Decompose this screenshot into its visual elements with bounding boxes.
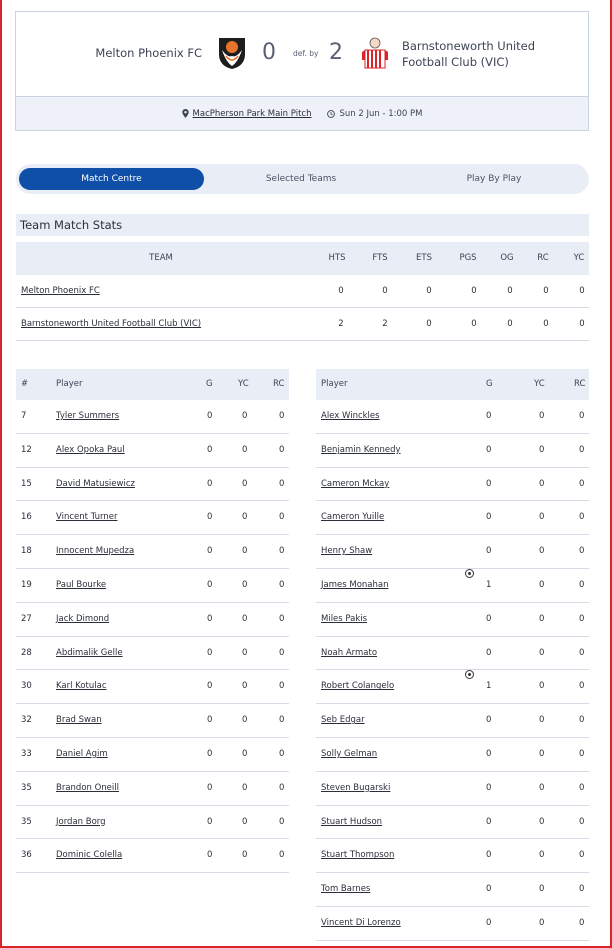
- team-stats-table: [16, 242, 589, 341]
- goals-cell: 0: [207, 444, 213, 455]
- yc-cell: 0: [539, 816, 545, 827]
- rc-cell: 0: [579, 478, 585, 489]
- table-row: [316, 772, 589, 806]
- rc-cell: 0: [579, 917, 585, 928]
- table-row: [316, 738, 589, 772]
- goals-cell: 0: [207, 512, 213, 523]
- player-number: 27: [21, 613, 32, 624]
- match-scoreline: [16, 12, 588, 96]
- rc-cell: 0: [579, 647, 585, 658]
- stat-cell: 0: [426, 319, 432, 329]
- table-row: [316, 603, 589, 637]
- yc-cell: 0: [539, 782, 545, 793]
- goals-cell: 0: [207, 579, 213, 590]
- table-row: [316, 400, 589, 434]
- match-datetime: [327, 109, 422, 119]
- tab-match-centre[interactable]: Match Centre: [19, 168, 204, 190]
- col-rc: RC: [574, 379, 586, 389]
- stat-cell: 0: [471, 286, 477, 296]
- table-row: [16, 603, 289, 637]
- col-goals: G: [206, 379, 213, 389]
- yc-cell: 0: [539, 579, 545, 590]
- home-score: 0: [262, 40, 276, 65]
- yc-cell: 0: [242, 613, 248, 624]
- player-number: 28: [21, 647, 32, 658]
- yc-cell: 0: [539, 512, 545, 523]
- rc-cell: 0: [279, 579, 285, 590]
- goals-cell: 1: [486, 579, 492, 590]
- player-name-link[interactable]: Brandon Oneill: [56, 782, 119, 793]
- result-label: def. by: [293, 49, 319, 58]
- player-name-link[interactable]: Seb Edgar: [321, 715, 365, 726]
- goals-cell: 0: [486, 850, 492, 861]
- table-row: [316, 704, 589, 738]
- yc-cell: 0: [242, 411, 248, 421]
- player-name-link[interactable]: Jack Dimond: [56, 613, 110, 624]
- player-name-link[interactable]: Paul Bourke: [56, 579, 107, 590]
- goals-cell: 0: [486, 613, 492, 624]
- table-row: [16, 704, 289, 738]
- player-name-link[interactable]: Noah Armato: [321, 647, 378, 658]
- col-rc: RC: [273, 379, 285, 389]
- table-row: [16, 839, 289, 873]
- away-players-header: [316, 369, 589, 400]
- goals-cell: 0: [486, 512, 492, 523]
- goals-cell: 0: [486, 917, 492, 928]
- player-number: 35: [21, 782, 32, 793]
- yc-cell: 0: [539, 411, 545, 421]
- col-number: #: [21, 379, 29, 389]
- table-row: [16, 434, 289, 468]
- rc-cell: 0: [279, 444, 285, 455]
- yc-cell: 0: [242, 782, 248, 793]
- player-name-link[interactable]: Alex Opoka Paul: [56, 444, 125, 455]
- yc-cell: 0: [242, 444, 248, 455]
- goals-cell: 0: [486, 444, 492, 455]
- goals-cell: 0: [207, 850, 213, 861]
- player-number: 12: [21, 444, 32, 455]
- stat-cell: 0: [471, 319, 477, 329]
- yc-cell: 0: [242, 478, 248, 489]
- yc-cell: 0: [242, 681, 248, 692]
- home-players-header: [16, 369, 289, 400]
- match-tabs: [16, 164, 589, 194]
- yc-cell: 0: [539, 917, 545, 928]
- soccer-ball-icon: [465, 670, 474, 679]
- rc-cell: 0: [279, 512, 285, 523]
- yc-cell: 0: [539, 884, 545, 895]
- team-link-home[interactable]: Melton Phoenix FC: [21, 286, 100, 296]
- rc-cell: 0: [579, 884, 585, 895]
- player-name-link[interactable]: Stuart Hudson: [321, 816, 383, 827]
- rc-cell: 0: [579, 546, 585, 557]
- team-stats-header: [16, 242, 589, 275]
- goals-cell: 0: [207, 748, 213, 759]
- player-name-link[interactable]: Karl Kotulac: [56, 681, 107, 692]
- stat-cell: 0: [382, 286, 388, 296]
- player-name-link[interactable]: Vincent Di Lorenzo: [321, 917, 401, 928]
- stat-cell: 0: [579, 286, 585, 296]
- col-goals: G: [486, 379, 493, 389]
- rc-cell: 0: [279, 850, 285, 861]
- stat-cell: 0: [338, 286, 344, 296]
- goals-cell: 0: [486, 478, 492, 489]
- player-name-link[interactable]: David Matusiewicz: [56, 478, 135, 489]
- col-team: TEAM: [149, 253, 173, 263]
- match-datetime-text: Sun 2 Jun - 1:00 PM: [339, 108, 423, 119]
- stat-cell: 0: [507, 319, 513, 329]
- yc-cell: 0: [242, 579, 248, 590]
- table-row: [16, 569, 289, 603]
- yc-cell: 0: [242, 512, 248, 523]
- rc-cell: 0: [579, 748, 585, 759]
- goals-cell: 0: [486, 647, 492, 658]
- goals-cell: 0: [486, 748, 492, 759]
- player-number: 36: [21, 850, 32, 861]
- rc-cell: 0: [579, 782, 585, 793]
- table-row: [316, 434, 589, 468]
- goals-cell: 0: [207, 681, 213, 692]
- stat-cell: 2: [338, 319, 344, 329]
- col-player: Player: [56, 379, 83, 389]
- table-row: [316, 501, 589, 535]
- table-row: [16, 772, 289, 806]
- goals-cell: 0: [486, 884, 492, 895]
- yc-cell: 0: [539, 647, 545, 658]
- yc-cell: 0: [539, 850, 545, 861]
- col-rc: RC: [537, 253, 549, 263]
- rc-cell: 0: [579, 816, 585, 827]
- clock-icon: [327, 110, 335, 118]
- player-number: 35: [21, 816, 32, 827]
- table-row: [316, 907, 589, 941]
- table-row: [316, 806, 589, 840]
- rc-cell: 0: [579, 579, 585, 590]
- goals-cell: 0: [207, 546, 213, 557]
- goals-cell: 0: [486, 782, 492, 793]
- goals-cell: 0: [486, 715, 492, 726]
- col-fts: FTS: [372, 253, 388, 263]
- goals-cell: 0: [486, 411, 492, 421]
- tab-selected-teams[interactable]: Selected Teams: [265, 174, 337, 184]
- stat-cell: 2: [382, 319, 388, 329]
- rc-cell: 0: [579, 411, 585, 421]
- table-row: [316, 637, 589, 671]
- table-row: [16, 535, 289, 569]
- yc-cell: 0: [242, 816, 248, 827]
- soccer-ball-icon: [465, 569, 474, 578]
- tab-play-by-play[interactable]: Play By Play: [466, 174, 522, 184]
- player-name-link[interactable]: Tyler Summers: [56, 411, 120, 421]
- player-number: 16: [21, 512, 32, 523]
- table-row: [316, 670, 589, 704]
- home-players-table: [16, 369, 289, 873]
- player-name-link[interactable]: James Monahan: [321, 579, 389, 590]
- rc-cell: 0: [579, 850, 585, 861]
- rc-cell: 0: [579, 613, 585, 624]
- yc-cell: 0: [242, 647, 248, 658]
- player-name-link[interactable]: Dominic Colella: [56, 850, 123, 861]
- away-team-crest-icon: [360, 36, 390, 72]
- player-name-link[interactable]: Benjamin Kennedy: [321, 444, 401, 455]
- table-row: [316, 569, 589, 603]
- yc-cell: 0: [242, 850, 248, 861]
- table-row: [16, 468, 289, 502]
- team-match-stats-title: Team Match Stats: [16, 214, 589, 236]
- yc-cell: 0: [539, 681, 545, 692]
- table-row: [16, 308, 589, 341]
- goals-cell: 0: [486, 546, 492, 557]
- rc-cell: 0: [279, 647, 285, 658]
- goals-cell: 0: [207, 478, 213, 489]
- goals-cell: 0: [207, 715, 213, 726]
- player-name-link[interactable]: Henry Shaw: [321, 546, 373, 557]
- match-header-card: [15, 11, 589, 131]
- yc-cell: 0: [539, 444, 545, 455]
- rc-cell: 0: [579, 512, 585, 523]
- venue-name: MacPherson Park Main Pitch: [192, 108, 312, 119]
- player-name-link[interactable]: Robert Colangelo: [321, 681, 395, 692]
- player-number: 19: [21, 579, 32, 590]
- table-row: [16, 400, 289, 434]
- rc-cell: 0: [279, 411, 285, 421]
- goals-cell: 0: [207, 782, 213, 793]
- stat-cell: 0: [426, 286, 432, 296]
- goals-cell: 0: [207, 613, 213, 624]
- goals-cell: 0: [486, 816, 492, 827]
- stat-cell: 0: [543, 319, 549, 329]
- rc-cell: 0: [279, 613, 285, 624]
- rc-cell: 0: [279, 816, 285, 827]
- player-name-link[interactable]: Innocent Mupedza: [56, 546, 135, 557]
- player-name-link[interactable]: Jordan Borg: [56, 816, 106, 827]
- col-yc: YC: [238, 379, 249, 389]
- col-yc: YC: [534, 379, 545, 389]
- table-row: [316, 839, 589, 873]
- goals-cell: 1: [486, 681, 492, 692]
- yc-cell: 0: [242, 715, 248, 726]
- yc-cell: 0: [242, 748, 248, 759]
- player-name-link[interactable]: Alex Winckles: [321, 411, 380, 421]
- venue-link[interactable]: [182, 109, 312, 119]
- player-number: 15: [21, 478, 32, 489]
- match-info-bar: [16, 96, 588, 130]
- yc-cell: 0: [539, 715, 545, 726]
- yc-cell: 0: [539, 478, 545, 489]
- away-players-table: [316, 369, 589, 941]
- table-row: [16, 275, 589, 308]
- table-row: [316, 873, 589, 907]
- player-name-link[interactable]: Cameron Yuille: [321, 512, 385, 523]
- player-number: 30: [21, 681, 32, 692]
- player-name-link[interactable]: Abdimalik Gelle: [56, 647, 123, 658]
- home-team-crest-icon: [216, 36, 248, 70]
- rc-cell: 0: [279, 748, 285, 759]
- player-name-link[interactable]: Solly Gelman: [321, 748, 378, 759]
- yc-cell: 0: [539, 613, 545, 624]
- away-team-name[interactable]: Barnstoneworth United Football Club (VIC): [402, 39, 536, 69]
- page: [2, 0, 610, 946]
- col-pgs: PGS: [459, 253, 477, 263]
- table-row: [316, 535, 589, 569]
- stat-cell: 0: [543, 286, 549, 296]
- player-name-link[interactable]: Brad Swan: [56, 715, 102, 726]
- player-name-link[interactable]: Stuart Thompson: [321, 850, 395, 861]
- home-team-name[interactable]: Melton Phoenix FC: [95, 46, 202, 60]
- table-row: [316, 468, 589, 502]
- rc-cell: 0: [279, 478, 285, 489]
- player-name-link[interactable]: Cameron Mckay: [321, 478, 390, 489]
- stat-cell: 0: [579, 319, 585, 329]
- player-number: 33: [21, 748, 32, 759]
- goals-cell: 0: [207, 816, 213, 827]
- table-row: [16, 806, 289, 840]
- away-players-rows: [316, 400, 589, 941]
- yc-cell: 0: [539, 546, 545, 557]
- rc-cell: 0: [279, 782, 285, 793]
- col-yc: YC: [573, 253, 585, 263]
- player-number: 7: [21, 411, 27, 421]
- rc-cell: 0: [579, 444, 585, 455]
- player-name-link[interactable]: Daniel Agim: [56, 748, 108, 759]
- rc-cell: 0: [279, 715, 285, 726]
- col-player: Player: [321, 379, 348, 389]
- player-name-link[interactable]: Steven Bugarski: [321, 782, 391, 793]
- rc-cell: 0: [279, 681, 285, 692]
- goals-cell: 0: [207, 411, 213, 421]
- player-name-link[interactable]: Vincent Turner: [56, 512, 118, 523]
- table-row: [16, 501, 289, 535]
- table-row: [16, 637, 289, 671]
- player-number: 18: [21, 546, 32, 557]
- home-players-rows: [16, 400, 289, 873]
- yc-cell: 0: [242, 546, 248, 557]
- table-row: [16, 738, 289, 772]
- yc-cell: 0: [539, 748, 545, 759]
- col-hts: HTS: [328, 253, 346, 263]
- rc-cell: 0: [279, 546, 285, 557]
- rc-cell: 0: [579, 715, 585, 726]
- goals-cell: 0: [207, 647, 213, 658]
- player-number: 32: [21, 715, 32, 726]
- team-link-away[interactable]: Barnstoneworth United Football Club (VIC): [21, 319, 202, 329]
- stat-cell: 0: [507, 286, 513, 296]
- player-name-link[interactable]: Miles Pakis: [321, 613, 368, 624]
- table-row: [16, 670, 289, 704]
- rc-cell: 0: [579, 681, 585, 692]
- map-pin-icon: [182, 109, 189, 118]
- away-score: 2: [329, 40, 343, 65]
- col-og: OG: [500, 253, 514, 263]
- col-ets: ETS: [416, 253, 432, 263]
- player-name-link[interactable]: Tom Barnes: [321, 884, 371, 895]
